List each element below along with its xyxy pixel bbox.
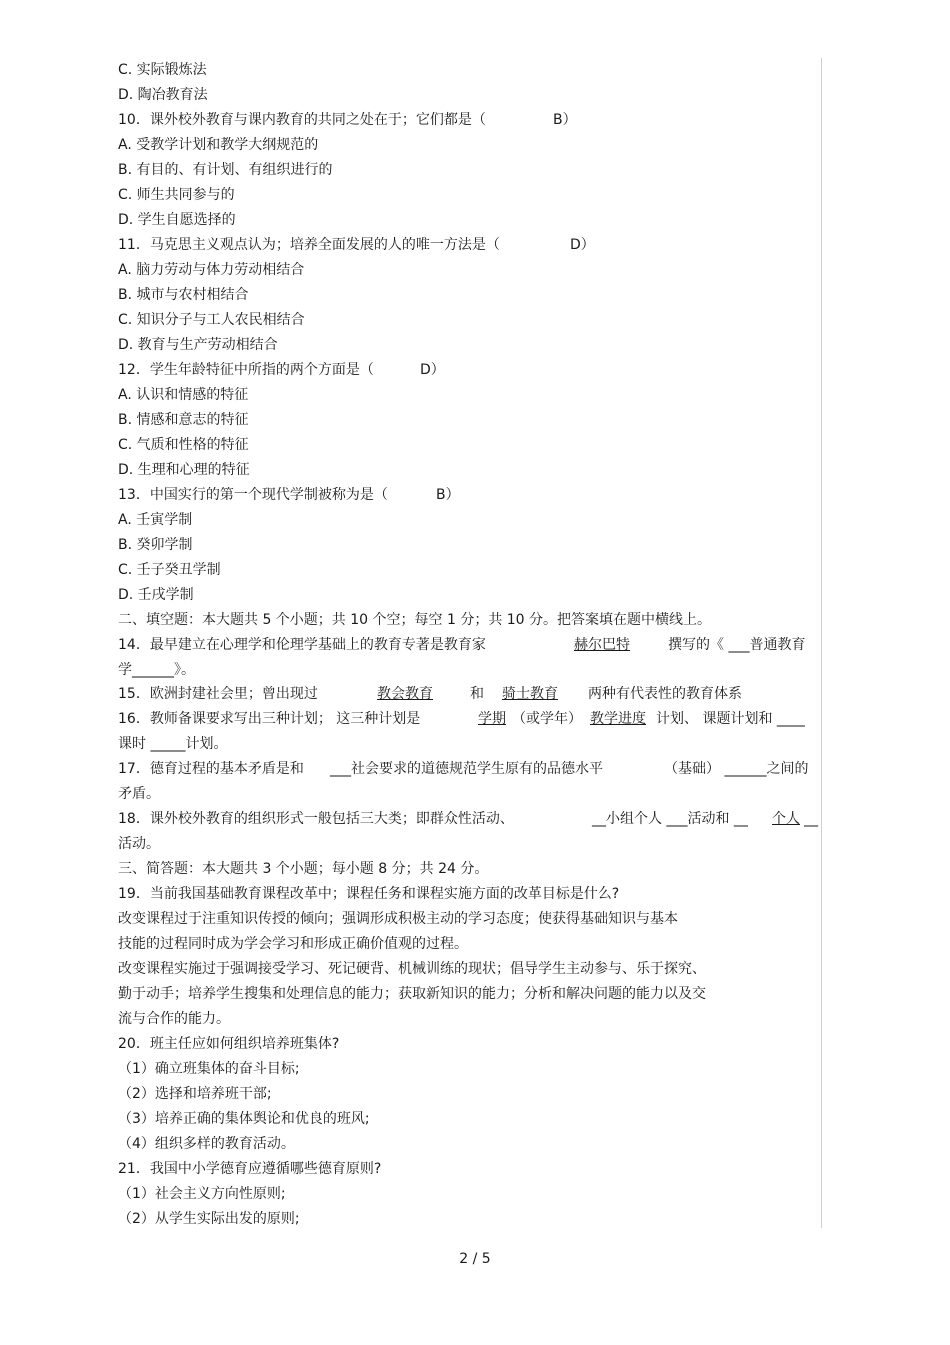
option-a-q13: A. 壬寅学制 (118, 512, 193, 528)
answer-19-line2: 技能的过程同时成为学会学习和形成正确价值观的过程。 (118, 936, 468, 952)
question-15-and: 和 (470, 686, 484, 702)
option-b-q10: B. 有目的、有计划、有组织进行的 (118, 162, 333, 178)
answer-12: D） (420, 362, 445, 378)
question-13: 13．中国实行的第一个现代学制被称为是（ (118, 487, 388, 503)
answer-14-author: 赫尔巴特 (574, 637, 630, 653)
answer-11: D） (570, 237, 595, 253)
option-d-q13: D. 壬戌学制 (118, 587, 194, 603)
answer-21-item2: （2）从学生实际出发的原则; (118, 1211, 300, 1227)
option-c-q9: C. 实际锻炼法 (118, 62, 207, 78)
section-fill-in-heading: 二、填空题：本大题共 5 个小题；共 10 个空；每空 1 分；共 10 分。把答案填在题中横线上。 (118, 612, 712, 628)
answer-16-a: 学期 (478, 711, 506, 727)
question-18-mid: __小组个人 ___活动和 __ (592, 811, 748, 827)
question-14-cont: 撰写的《 ___普通教育 (668, 637, 806, 653)
question-16-line2: 课时 _____计划。 (118, 736, 228, 752)
question-17: 17．德育过程的基本矛盾是和 (118, 761, 304, 777)
option-d-q10: D. 学生自愿选择的 (118, 212, 236, 228)
answer-19-line1: 改变课程过于注重知识传授的倾向；强调形成积极主动的学习态度；使获得基础知识与基本 (118, 911, 678, 927)
answer-13: B） (436, 487, 460, 503)
question-19: 19．当前我国基础教育课程改革中；课程任务和课程实施方面的改革目标是什么? (118, 886, 620, 902)
question-17-line2: 矛盾。 (118, 786, 160, 802)
question-15-tail: 两种有代表性的教育体系 (588, 686, 742, 702)
question-17-tail: （基础） ______之间的 (664, 761, 809, 777)
answer-21-item1: （1）社会主义方向性原则; (118, 1186, 286, 1202)
option-d-q11: D. 教育与生产劳动相结合 (118, 337, 278, 353)
answer-20-item4: （4）组织多样的教育活动。 (118, 1136, 295, 1152)
question-16-tail: 计划、 课题计划和 ____ (656, 711, 805, 727)
page-number: 2 / 5 (459, 1251, 491, 1267)
option-c-q13: C. 壬子癸丑学制 (118, 562, 221, 578)
option-b-q13: B. 癸卯学制 (118, 537, 193, 553)
option-a-q12: A. 认识和情感的特征 (118, 387, 249, 403)
question-21: 21．我国中小学德育应遵循哪些德育原则? (118, 1161, 382, 1177)
question-18: 18．课外校外教育的组织形式一般包括三大类；即群众性活动、 (118, 811, 514, 827)
question-15: 15．欧洲封建社会里；曾出现过 (118, 686, 318, 702)
question-17-mid: ___社会要求的道德规范学生原有的品德水平 (330, 761, 603, 777)
question-18-tail: __ (804, 811, 818, 827)
question-14-line2: 学______》。 (118, 662, 195, 678)
option-c-q12: C. 气质和性格的特征 (118, 437, 249, 453)
question-12: 12．学生年龄特征中所指的两个方面是（ (118, 362, 374, 378)
answer-19-line5: 流与合作的能力。 (118, 1011, 230, 1027)
answer-18: 个人 (772, 811, 800, 827)
option-a-q11: A. 脑力劳动与体力劳动相结合 (118, 262, 305, 278)
answer-19-line3: 改变课程实施过于强调接受学习、死记硬背、机械训练的现状；倡导学生主动参与、乐于探究、 (118, 961, 706, 977)
option-d-q9: D. 陶冶教育法 (118, 87, 208, 103)
question-10: 10．课外校外教育与课内教育的共同之处在于；它们都是（ (118, 112, 486, 128)
answer-10: B） (553, 112, 577, 128)
option-c-q10: C. 师生共同参与的 (118, 187, 235, 203)
option-a-q10: A. 受教学计划和教学大纲规范的 (118, 137, 319, 153)
answer-20-item1: （1）确立班集体的奋斗目标; (118, 1061, 300, 1077)
option-b-q12: B. 情感和意志的特征 (118, 412, 249, 428)
answer-15-b: 骑士教育 (502, 686, 558, 702)
margin-rule (821, 58, 822, 1228)
question-18-line2: 活动。 (118, 836, 160, 852)
section-short-answer-heading: 三、简答题：本大题共 3 个小题；每小题 8 分；共 24 分。 (118, 861, 489, 877)
option-b-q11: B. 城市与农村相结合 (118, 287, 249, 303)
answer-19-line4: 勤于动手；培养学生搜集和处理信息的能力；获取新知识的能力；分析和解决问题的能力以及交 (118, 986, 706, 1002)
answer-16-b: 教学进度 (590, 711, 646, 727)
answer-20-item3: （3）培养正确的集体舆论和优良的班风; (118, 1111, 370, 1127)
question-14: 14．最早建立在心理学和伦理学基础上的教育专著是教育家 (118, 637, 486, 653)
answer-15-a: 教会教育 (377, 686, 433, 702)
answer-20-item2: （2）选择和培养班干部; (118, 1086, 272, 1102)
option-c-q11: C. 知识分子与工人农民相结合 (118, 312, 305, 328)
question-20: 20．班主任应如何组织培养班集体? (118, 1036, 340, 1052)
question-16-note: （或学年） (512, 711, 582, 727)
question-16: 16．教师备课要求写出三种计划； 这三种计划是 (118, 711, 421, 727)
option-d-q12: D. 生理和心理的特征 (118, 462, 250, 478)
question-11: 11．马克思主义观点认为；培养全面发展的人的唯一方法是（ (118, 237, 500, 253)
